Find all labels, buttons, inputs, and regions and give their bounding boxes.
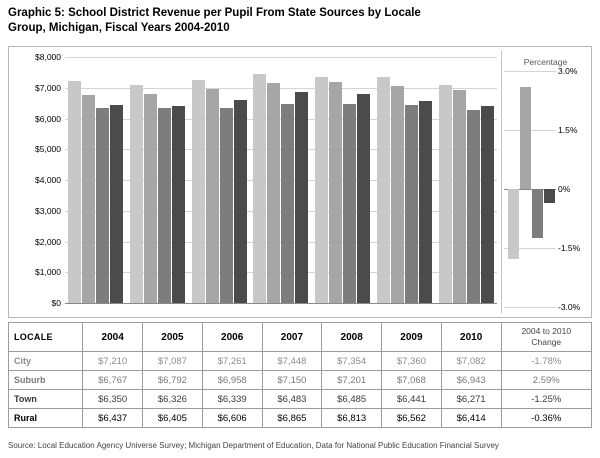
cell-suburb-2010: $6,943	[441, 371, 501, 390]
cell-suburb-2005: $6,792	[143, 371, 203, 390]
cell-town-2009: $6,441	[382, 390, 442, 409]
percentage-tick-label: 0%	[558, 184, 571, 194]
bar-rural-2008	[357, 94, 370, 303]
cell-change-town: -1.25%	[501, 390, 591, 409]
y-axis-tick-label: $7,000	[35, 82, 61, 93]
bar-suburb-2009	[391, 86, 404, 303]
header-year-2006: 2006	[202, 323, 262, 352]
percentage-bar-town	[532, 189, 543, 238]
cell-town-2004: $6,350	[83, 390, 143, 409]
bar-city-2010	[439, 85, 452, 303]
bar-city-2006	[192, 80, 205, 303]
y-axis-tick-label: $4,000	[35, 175, 61, 185]
cell-rural-2006: $6,606	[202, 409, 262, 428]
bar-rural-2007	[295, 92, 308, 303]
bar-town-2008	[343, 104, 356, 303]
cell-town-2008: $6,485	[322, 390, 382, 409]
bar-city-2004	[68, 81, 81, 303]
percentage-plot-area	[504, 71, 556, 307]
header-change-line2: Change	[531, 337, 562, 347]
cell-city-2004: $7,210	[83, 352, 143, 371]
bar-city-2007	[253, 74, 266, 303]
cell-rural-2009: $6,562	[382, 409, 442, 428]
percentage-grid-line	[504, 307, 556, 308]
y-axis-tick-label: $0	[51, 298, 61, 308]
cell-city-2009: $7,360	[382, 352, 442, 371]
grid-line	[65, 303, 497, 304]
header-change	[501, 323, 591, 352]
bar-city-2008	[315, 77, 328, 303]
y-axis-tick-label: $6,000	[35, 113, 61, 124]
y-axis-tick-label: $2,000	[35, 236, 61, 247]
cell-change-suburb: 2.59%	[501, 371, 591, 390]
y-axis-labels	[9, 52, 61, 308]
bar-group	[312, 57, 374, 303]
percentage-tick-label: -3.0%	[558, 302, 581, 312]
percentage-bar-rural	[544, 189, 555, 203]
cell-rural-2008: $6,813	[322, 409, 382, 428]
bar-group	[127, 57, 189, 303]
bar-rural-2006	[234, 100, 247, 303]
bar-town-2006	[220, 108, 233, 303]
bar-city-2005	[130, 85, 143, 303]
percentage-bar-suburb	[520, 87, 531, 189]
bar-rural-2009	[419, 101, 432, 303]
header-change-line1: 2004 to 2010	[521, 326, 572, 336]
header-year-2004: 2004	[83, 323, 143, 352]
bar-group	[65, 57, 127, 303]
bar-suburb-2008	[329, 82, 342, 303]
cell-locale-town: Town	[9, 390, 83, 409]
bar-town-2010	[467, 110, 480, 303]
cell-change-rural: -0.36%	[501, 409, 591, 428]
table-row	[9, 390, 592, 409]
percentage-bar-city	[508, 189, 519, 259]
chart-container	[8, 46, 592, 318]
cell-city-2007: $7,448	[262, 352, 322, 371]
percentage-grid-line	[504, 71, 556, 72]
bar-suburb-2006	[206, 89, 219, 303]
cell-suburb-2008: $7,201	[322, 371, 382, 390]
bar-rural-2010	[481, 106, 494, 303]
cell-city-2005: $7,087	[143, 352, 203, 371]
bar-town-2005	[158, 108, 171, 303]
y-axis-tick-label: $1,000	[35, 267, 61, 278]
cell-rural-2007: $6,865	[262, 409, 322, 428]
bar-rural-2005	[172, 106, 185, 303]
cell-rural-2005: $6,405	[143, 409, 203, 428]
page-title: Graphic 5: School District Revenue per Pupil From State Sources by Locale Group, Michigan, Fiscal Years 2004-2010	[8, 7, 421, 34]
y-axis-tick-label: $3,000	[35, 205, 61, 216]
bar-city-2009	[377, 77, 390, 303]
cell-locale-suburb: Suburb	[9, 371, 83, 390]
cell-rural-2010: $6,414	[441, 409, 501, 428]
cell-city-2010: $7,082	[441, 352, 501, 371]
bar-town-2007	[281, 104, 294, 303]
bar-suburb-2004	[82, 95, 95, 303]
bar-town-2009	[405, 105, 418, 303]
table-row	[9, 371, 592, 390]
table-body	[9, 352, 592, 428]
table-row	[9, 409, 592, 428]
table-row	[9, 352, 592, 371]
y-axis-tick-label: $8,000	[35, 52, 61, 62]
bar-plot-area	[65, 57, 497, 303]
percentage-tick-label: 3.0%	[558, 66, 578, 76]
cell-suburb-2004: $6,767	[83, 371, 143, 390]
cell-suburb-2006: $6,958	[202, 371, 262, 390]
percentage-tick-label: -1.5%	[558, 243, 581, 253]
bar-group	[250, 57, 312, 303]
cell-town-2006: $6,339	[202, 390, 262, 409]
cell-city-2006: $7,261	[202, 352, 262, 371]
table-header-row	[9, 323, 592, 352]
data-table	[8, 322, 592, 428]
header-locale: LOCALE	[9, 323, 83, 352]
percentage-panel	[501, 51, 589, 313]
bar-town-2004	[96, 108, 109, 303]
header-year-2008: 2008	[322, 323, 382, 352]
cell-suburb-2007: $7,150	[262, 371, 322, 390]
cell-suburb-2009: $7,068	[382, 371, 442, 390]
cell-locale-city: City	[9, 352, 83, 371]
source-note: Source: Local Education Agency Universe Survey; Michigan Department of Education, Data for National Public Education Financial Survey	[8, 441, 499, 450]
bar-suburb-2010	[453, 90, 466, 303]
bar-rural-2004	[110, 105, 123, 303]
cell-town-2007: $6,483	[262, 390, 322, 409]
cell-city-2008: $7,354	[322, 352, 382, 371]
bar-group	[188, 57, 250, 303]
bar-group	[435, 57, 497, 303]
percentage-axis-labels	[558, 66, 590, 312]
cell-town-2010: $6,271	[441, 390, 501, 409]
bar-suburb-2007	[267, 83, 280, 303]
cell-locale-rural: Rural	[9, 409, 83, 428]
cell-town-2005: $6,326	[143, 390, 203, 409]
header-year-2010: 2010	[441, 323, 501, 352]
cell-change-city: -1.78%	[501, 352, 591, 371]
bar-suburb-2005	[144, 94, 157, 303]
header-year-2009: 2009	[382, 323, 442, 352]
percentage-panel-title: Percentage	[523, 57, 568, 67]
bar-group	[374, 57, 436, 303]
percentage-tick-label: 1.5%	[558, 125, 578, 135]
cell-rural-2004: $6,437	[83, 409, 143, 428]
header-year-2007: 2007	[262, 323, 322, 352]
y-axis-tick-label: $5,000	[35, 144, 61, 155]
header-year-2005: 2005	[143, 323, 203, 352]
